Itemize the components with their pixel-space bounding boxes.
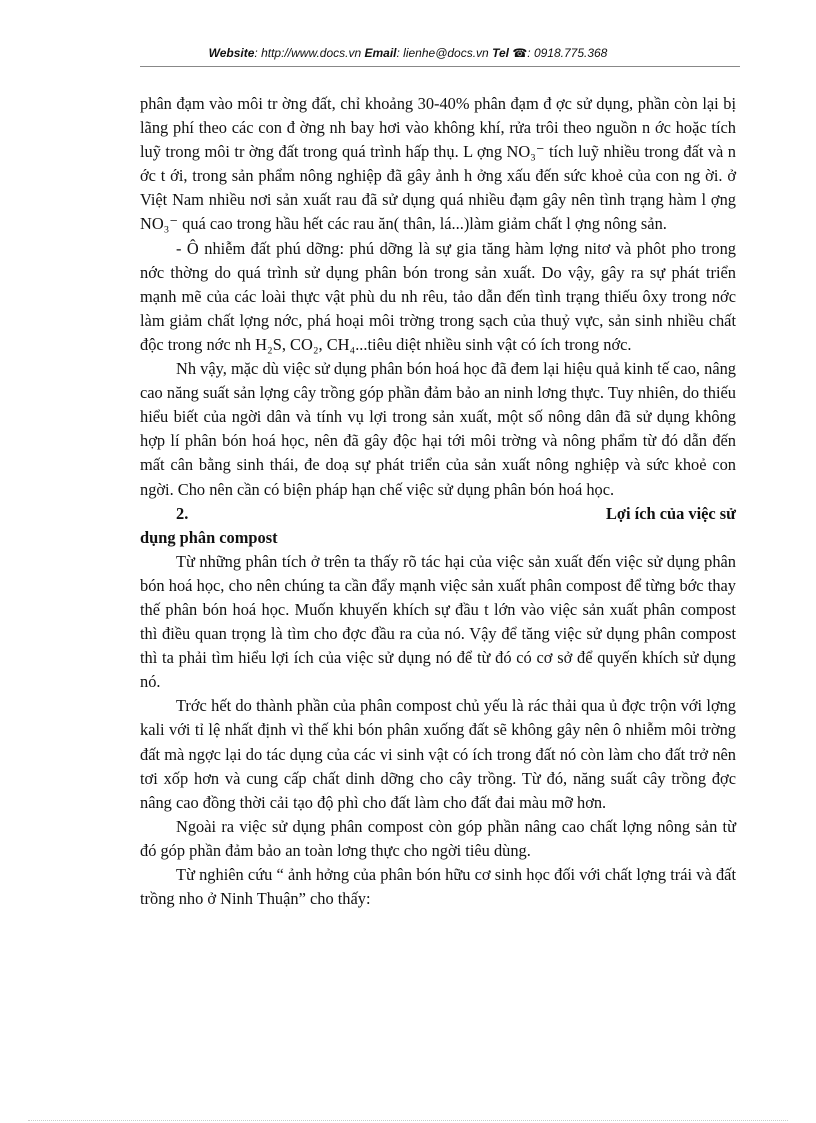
header-rule — [140, 66, 740, 67]
paragraph-4: Từ những phân tích ở trên ta thấy rõ tác hại của việc sản xuất đến việc sử dụng phân bón hoá học, cho nên chúng ta cần đẩy mạnh việc sản xuất phân compost để từng bớc thay thế phân bón hoá học. Muốn khuyến khích sự đầu t lớn vào việc sản xuất phân compost thì điều quan trọng là tìm cho đợc đầu ra của nó. Vậy để tăng việc sử dụng phân compost thì ta phải tìm hiểu lợi ích của việc sử dụng nó để từ đó có cơ sở để quyến khích sử dụng nó. — [140, 551, 736, 692]
footer-divider — [28, 1120, 788, 1121]
website-label: Website — [208, 46, 255, 60]
paragraph-6: Ngoài ra việc sử dụng phân compost còn góp phần nâng cao chất lợng nông sản từ đó góp phần đảm bảo an toàn lơng thực cho ngời tiêu dùng. — [140, 816, 736, 860]
section-title-part1: Lợi ích của việc sử — [606, 503, 736, 523]
paragraph-1: phân đạm vào môi tr ờng đất, chỉ khoảng 30-40% phân đạm đ ợc sử dụng, phần còn lại bị lãng phí theo các con đ ờng nh bay hơi vào không khí, rửa trôi theo nguồn n ớc hoặc tích luỹ trong môi tr ờng đất trong quá trình hấp thụ. L ợng NO₃⁻ tích luỹ nhiều trong đất và n ớc t ới, trong sản phẩm nông nghiệp đã gây ảnh h ởng xấu đến sức khoẻ của con ng ời. ở Việt Nam nhiều nơi sản xuất rau đã sử dụng quá nhiều đạm gây nên tình trạng hàm l ợng NO₃⁻ quá cao trong hầu hết các rau ăn( thân, lá...)làm giảm chất l ợng nông sản. — [140, 94, 736, 234]
email-value: : lienhe@docs.vn — [396, 46, 489, 60]
section-heading — [140, 502, 736, 526]
paragraph-7: Từ nghiên cứu “ ảnh hởng của phân bón hữu cơ sinh học đối với chất lợng trái và đất trồng nho ở Ninh Thuận” cho thấy: — [140, 865, 736, 909]
phone-icon: ☎ — [512, 46, 528, 60]
paragraph-3: Nh vậy, mặc dù việc sử dụng phân bón hoá học đã đem lại hiệu quả kinh tế cao, nâng cao năng suất sản lợng cây trồng góp phần đảm bảo an ninh lơng thực. Tuy nhiên, do thiếu hiểu biết của ngời dân và tính vụ lợi trong sản xuất, một số nông dân đã sử dụng không hợp lí phân bón hoá học, nên đã gây độc hại tới môi trờng và nông phẩm từ đó dẫn đến mất cân bằng sinh thái, đe doạ sự phát triển của sản xuất nông nghiệp và sức khoẻ con ngời. Cho nên cần có biện pháp hạn chế việc sử dụng phân bón hoá học. — [140, 359, 736, 499]
page-header — [0, 46, 816, 60]
tel-label: Tel — [492, 46, 509, 60]
section-number: 2. — [176, 503, 189, 523]
paragraph-2: - Ô nhiễm đất phú dỡng: phú dỡng là sự gia tăng hàm lợng nitơ và phôt pho trong nớc thờng do quá trình sử dụng phân bón trong sản xuất. Do vậy, gây ra sự phát triển mạnh mẽ của các loài thực vật phù du nh rêu, tảo dẫn đến tình trạng thiếu ôxy trong nớc làm giảm chất lợng nớc, phá hoại môi trờng trong sạch của thuỷ vực, sản sinh nhiều chất độc trong nớc nh H₂S, CO₂, CH₄...tiêu diệt nhiều sinh vật có ích trong nớc. — [140, 238, 736, 354]
paragraph-5: Trớc hết do thành phần của phân compost chủ yếu là rác thải qua ủ đợc trộn với lợng kali với tỉ lệ nhất định vì thế khi bón phân xuống đất sẽ không gây nên ô nhiễm môi trờng đất mà ngợc lại do tác dụng của các vi sinh vật có ích trong đất nó còn làm cho đất trở nên tơi xốp hơn và cung cấp chất dinh dỡng cho cây trồng. Từ đó, năng suất cây trồng đợc nâng cao đồng thời cải tạo độ phì cho đất làm cho đất đai màu mỡ hơn. — [140, 696, 736, 812]
email-label: Email — [364, 46, 397, 60]
section-title-part2: dụng phân compost — [140, 527, 278, 547]
document-body — [140, 92, 736, 911]
website-value: : http://www.docs.vn — [254, 46, 362, 60]
tel-value: : 0918.775.368 — [527, 46, 608, 60]
